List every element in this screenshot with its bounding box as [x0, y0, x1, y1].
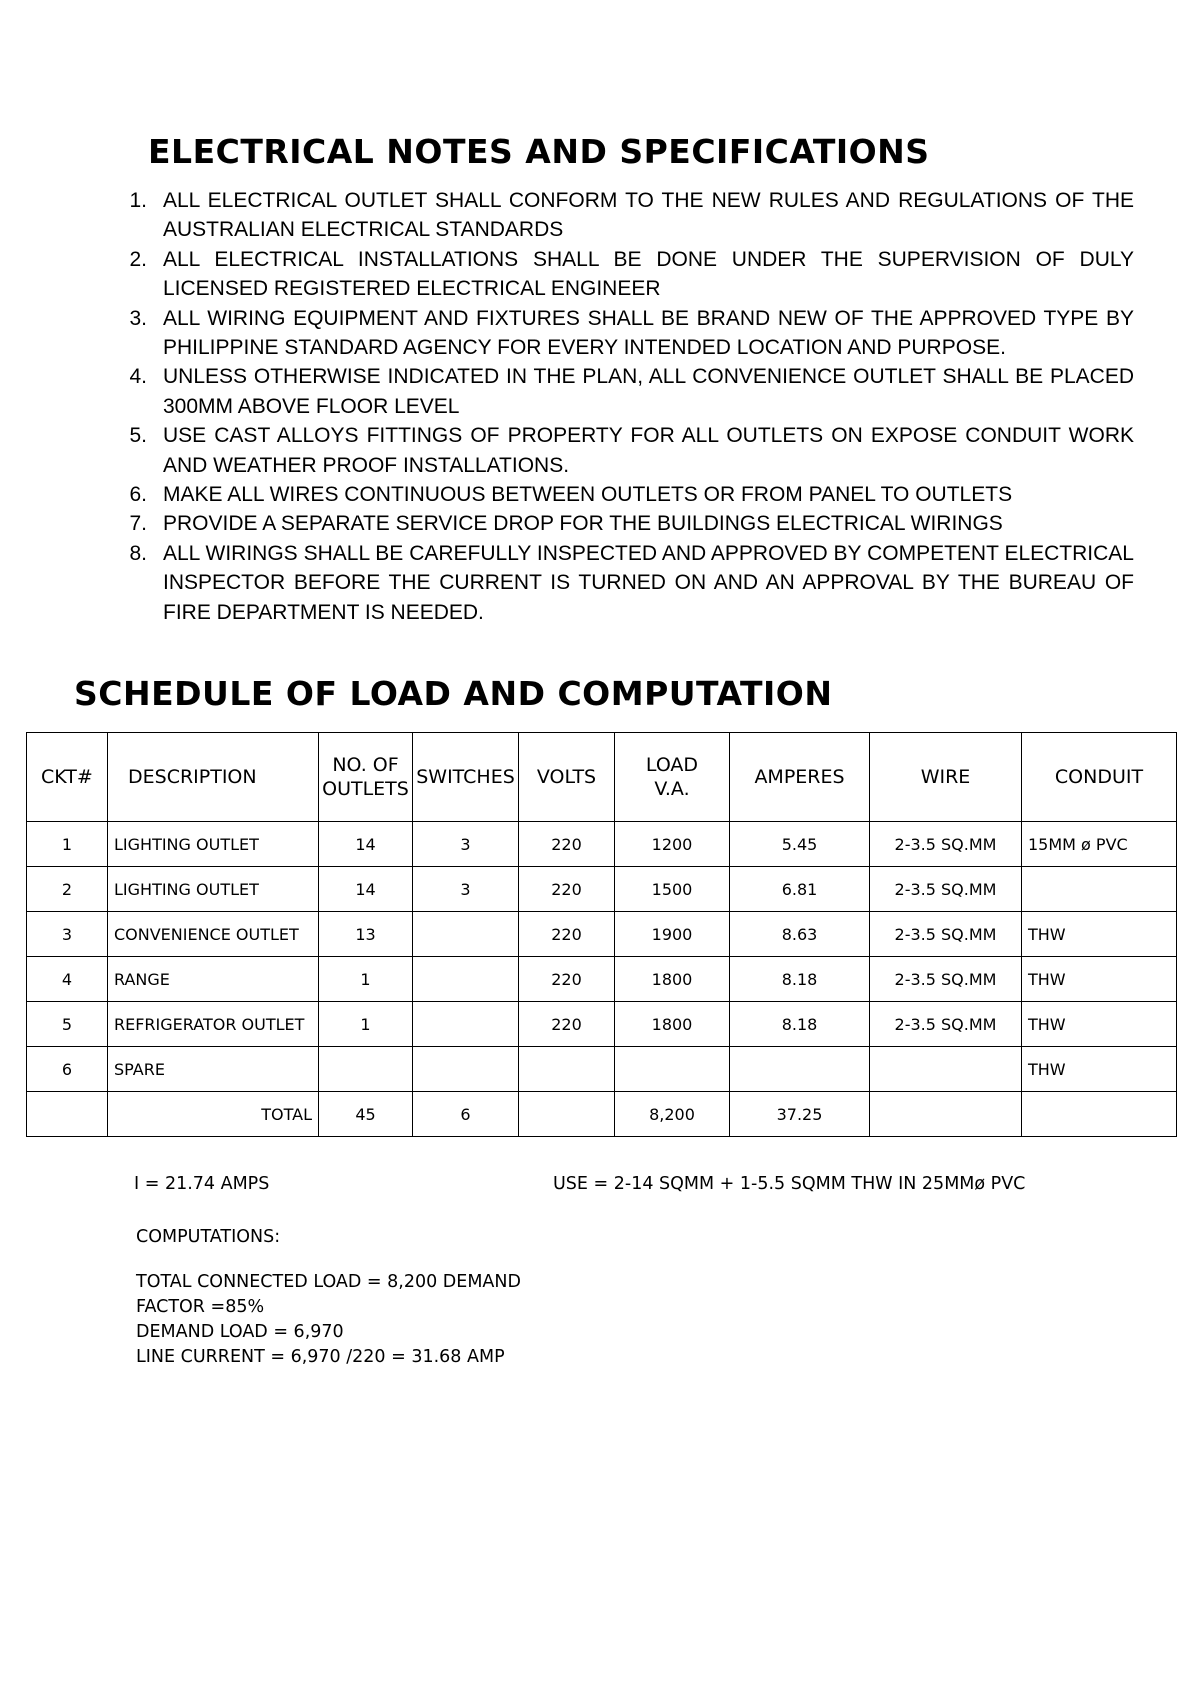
cell-wire: 2-3.5 SQ.MM [870, 912, 1022, 957]
cell-load: 1200 [615, 822, 730, 867]
notes-list [100, 186, 1134, 627]
table-total-row [27, 1092, 1177, 1137]
cell-empty [1022, 1092, 1177, 1137]
table-row [27, 912, 1177, 957]
header-conduit: CONDUIT [1022, 733, 1177, 822]
cell-switches: 3 [413, 867, 519, 912]
cell-total-label: TOTAL [108, 1092, 319, 1137]
header-wire: WIRE [870, 733, 1022, 822]
cell-wire: 2-3.5 SQ.MM [870, 867, 1022, 912]
cell-outlets: 14 [319, 822, 413, 867]
cell-ckt: 5 [27, 1002, 108, 1047]
note-text: UNLESS OTHERWISE INDICATED IN THE PLAN, ALL CONVENIENCE OUTLET SHALL BE PLACED 300MM ABOVE FLOOR LEVEL [163, 365, 1134, 418]
use-summary: USE = 2-14 SQMM + 1-5.5 SQMM THW IN 25MMø PVC [553, 1174, 1026, 1194]
cell-wire: 2-3.5 SQ.MM [870, 822, 1022, 867]
cell-volts [519, 1047, 615, 1092]
note-text: ALL ELECTRICAL OUTLET SHALL CONFORM TO THE NEW RULES AND REGULATIONS OF THE AUSTRALIAN ELECTRICAL STANDARDS [163, 189, 1134, 242]
cell-description: REFRIGERATOR OUTLET [108, 1002, 319, 1047]
load-schedule-table [26, 732, 1177, 1137]
cell-load [615, 1047, 730, 1092]
cell-empty [519, 1092, 615, 1137]
schedule-title: SCHEDULE OF LOAD AND COMPUTATION [74, 674, 833, 713]
note-number: 6. [129, 483, 147, 507]
header-load: LOAD V.A. [615, 733, 730, 822]
cell-switches [413, 1002, 519, 1047]
table-row [27, 1047, 1177, 1092]
note-number: 8. [129, 541, 147, 565]
cell-total-switches: 6 [413, 1092, 519, 1137]
cell-amperes: 8.18 [730, 957, 870, 1002]
cell-ckt: 2 [27, 867, 108, 912]
table-row [27, 867, 1177, 912]
cell-outlets: 13 [319, 912, 413, 957]
current-summary: I = 21.74 AMPS [134, 1174, 270, 1194]
cell-description: LIGHTING OUTLET [108, 867, 319, 912]
cell-description: RANGE [108, 957, 319, 1002]
cell-switches [413, 957, 519, 1002]
note-text: ALL ELECTRICAL INSTALLATIONS SHALL BE DONE UNDER THE SUPERVISION OF DULY LICENSED REGISTERED ELECTRICAL ENGINEER [163, 247, 1134, 301]
cell-volts: 220 [519, 822, 615, 867]
cell-amperes: 6.81 [730, 867, 870, 912]
cell-wire [870, 1047, 1022, 1092]
cell-description: SPARE [108, 1047, 319, 1092]
cell-description: CONVENIENCE OUTLET [108, 912, 319, 957]
note-item [100, 480, 1134, 509]
cell-wire: 2-3.5 SQ.MM [870, 957, 1022, 1002]
note-text: ALL WIRINGS SHALL BE CAREFULLY INSPECTED AND APPROVED BY COMPETENT ELECTRICAL INSPECTOR BEFORE THE CURRENT IS TURNED ON AND AN APPROVAL BY THE BUREAU OF FIRE DEPARTMENT IS NEEDED. [163, 541, 1134, 624]
note-number: 2. [129, 247, 147, 271]
cell-ckt: 6 [27, 1047, 108, 1092]
header-volts: VOLTS [519, 733, 615, 822]
cell-outlets: 14 [319, 867, 413, 912]
cell-outlets: 1 [319, 1002, 413, 1047]
cell-ckt: 1 [27, 822, 108, 867]
table-header-row [27, 733, 1177, 822]
cell-ckt: 3 [27, 912, 108, 957]
table-row [27, 957, 1177, 1002]
cell-conduit: THW [1022, 1047, 1177, 1092]
notes-title: ELECTRICAL NOTES AND SPECIFICATIONS [148, 132, 930, 171]
note-item [100, 362, 1134, 421]
cell-conduit: THW [1022, 912, 1177, 957]
note-item [100, 245, 1134, 304]
cell-volts: 220 [519, 912, 615, 957]
computation-line: LINE CURRENT = 6,970 /220 = 31.68 AMP [136, 1347, 505, 1367]
cell-conduit [1022, 867, 1177, 912]
cell-total-outlets: 45 [319, 1092, 413, 1137]
cell-amperes: 8.63 [730, 912, 870, 957]
cell-outlets: 1 [319, 957, 413, 1002]
header-outlets: NO. OF OUTLETS [319, 733, 413, 822]
header-switches: SWITCHES [413, 733, 519, 822]
cell-empty [27, 1092, 108, 1137]
cell-amperes: 8.18 [730, 1002, 870, 1047]
cell-volts: 220 [519, 867, 615, 912]
cell-volts: 220 [519, 957, 615, 1002]
table-row [27, 822, 1177, 867]
cell-ckt: 4 [27, 957, 108, 1002]
cell-total-load: 8,200 [615, 1092, 730, 1137]
cell-load: 1900 [615, 912, 730, 957]
cell-load: 1800 [615, 957, 730, 1002]
cell-amperes: 5.45 [730, 822, 870, 867]
cell-total-amperes: 37.25 [730, 1092, 870, 1137]
cell-amperes [730, 1047, 870, 1092]
note-item [100, 186, 1134, 245]
note-number: 3. [129, 306, 147, 330]
cell-volts: 220 [519, 1002, 615, 1047]
note-text: MAKE ALL WIRES CONTINUOUS BETWEEN OUTLETS OR FROM PANEL TO OUTLETS [163, 483, 1013, 507]
computation-line: TOTAL CONNECTED LOAD = 8,200 DEMAND [136, 1272, 521, 1292]
cell-conduit: THW [1022, 957, 1177, 1002]
cell-switches [413, 1047, 519, 1092]
cell-description: LIGHTING OUTLET [108, 822, 319, 867]
note-text: ALL WIRING EQUIPMENT AND FIXTURES SHALL BE BRAND NEW OF THE APPROVED TYPE BY PHILIPPINE STANDARD AGENCY FOR EVERY INTENDED LOCATION AND PURPOSE. [163, 306, 1134, 360]
cell-load: 1800 [615, 1002, 730, 1047]
cell-wire: 2-3.5 SQ.MM [870, 1002, 1022, 1047]
cell-empty [870, 1092, 1022, 1137]
cell-switches [413, 912, 519, 957]
note-item [100, 421, 1134, 480]
computations-heading: COMPUTATIONS: [136, 1227, 281, 1247]
header-description: DESCRIPTION [108, 733, 319, 822]
cell-load: 1500 [615, 867, 730, 912]
computation-line: FACTOR =85% [136, 1297, 265, 1317]
note-item [100, 509, 1134, 538]
note-item [100, 304, 1134, 363]
cell-outlets [319, 1047, 413, 1092]
cell-switches: 3 [413, 822, 519, 867]
cell-conduit: 15MM ø PVC [1022, 822, 1177, 867]
table-row [27, 1002, 1177, 1047]
note-number: 4. [129, 365, 147, 389]
note-text: PROVIDE A SEPARATE SERVICE DROP FOR THE BUILDINGS ELECTRICAL WIRINGS [163, 512, 1003, 536]
note-number: 7. [129, 512, 147, 536]
header-amperes: AMPERES [730, 733, 870, 822]
note-number: 1. [129, 189, 147, 212]
note-item [100, 539, 1134, 627]
cell-conduit: THW [1022, 1002, 1177, 1047]
note-text: USE CAST ALLOYS FITTINGS OF PROPERTY FOR ALL OUTLETS ON EXPOSE CONDUIT WORK AND WEATHER PROOF INSTALLATIONS. [163, 424, 1134, 477]
note-number: 5. [129, 424, 147, 448]
header-ckt: CKT# [27, 733, 108, 822]
computation-line: DEMAND LOAD = 6,970 [136, 1322, 344, 1342]
